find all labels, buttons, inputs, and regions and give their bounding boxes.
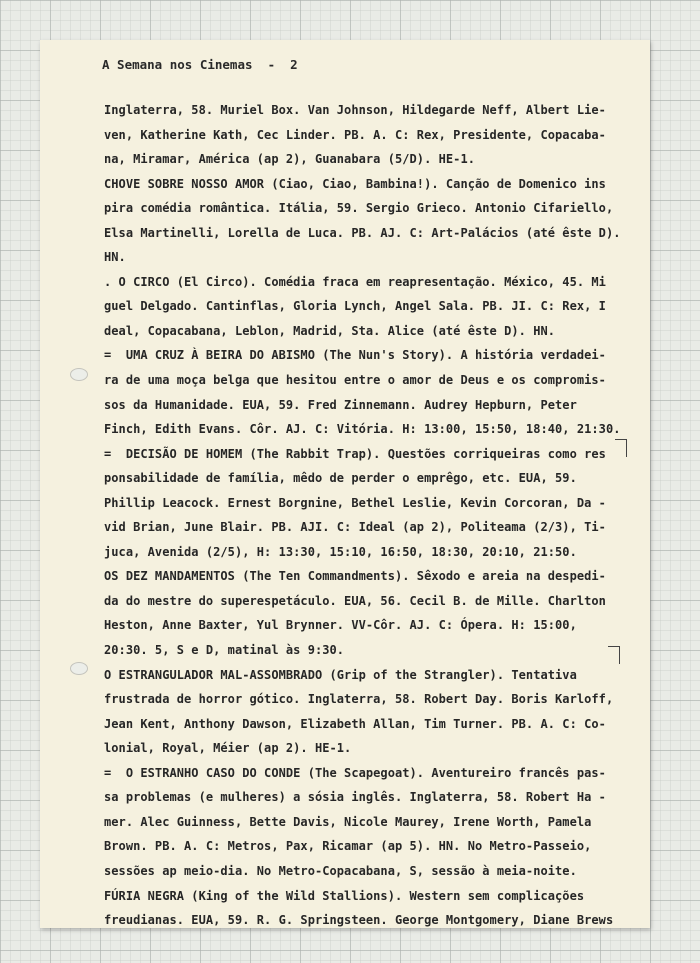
text-line: frustrada de horror gótico. Inglaterra, 58. Robert Day. Boris Karloff, <box>104 692 614 707</box>
text-line: sessões ap meio-dia. No Metro-Copacabana, S, sessão à meia-noite. <box>104 863 577 878</box>
text-line: pira comédia romântica. Itália, 59. Sergio Grieco. Antonio Cifariello, <box>104 201 614 216</box>
text-line: Phillip Leacock. Ernest Borgnine, Bethel Leslie, Kevin Corcoran, Da - <box>104 495 606 510</box>
text-line: Inglaterra, 58. Muriel Box. Van Johnson, Hildegarde Neff, Albert Lie- <box>104 103 606 117</box>
margin-bracket-mark <box>615 439 627 457</box>
text-line: sa problemas (e mulheres) a sósia inglês. Inglaterra, 58. Robert Ha - <box>104 790 606 805</box>
text-line: OS DEZ MANDAMENTOS (The Ten Commandments). Sêxodo e areia na despedi- <box>104 569 606 584</box>
text-line: Finch, Edith Evans. Côr. AJ. C: Vitória. H: 13:00, 15:50, 18:40, 21:30. <box>104 422 621 437</box>
text-line: Elsa Martinelli, Lorella de Luca. PB. AJ. C: Art-Palácios (até êste D). <box>104 225 621 240</box>
text-body <box>104 98 644 933</box>
text-line: Jean Kent, Anthony Dawson, Elizabeth Allan, Tim Turner. PB. A. C: Co- <box>104 716 606 731</box>
punch-hole <box>70 662 88 675</box>
text-line: = UMA CRUZ À BEIRA DO ABISMO (The Nun's Story). A história verdadei- <box>104 348 606 363</box>
text-line: deal, Copacabana, Leblon, Madrid, Sta. Alice (até êste D). HN. <box>104 323 556 338</box>
text-line: ven, Katherine Kath, Cec Linder. PB. A. C: Rex, Presidente, Copacaba- <box>104 127 606 142</box>
text-line: lonial, Royal, Méier (ap 2). HE-1. <box>104 741 352 756</box>
text-line: da do mestre do superespetáculo. EUA, 56. Cecil B. de Mille. Charlton <box>104 593 606 608</box>
text-line: = DECISÃO DE HOMEM (The Rabbit Trap). Questões corriqueiras como res <box>104 446 606 461</box>
text-line: Brown. PB. A. C: Metros, Pax, Ricamar (ap 5). HN. No Metro-Passeio, <box>104 839 592 854</box>
text-line: ra de uma moça belga que hesitou entre o amor de Deus e os compromis- <box>104 373 606 388</box>
text-line: O ESTRANGULADOR MAL-ASSOMBRADO (Grip of the Strangler). Tentativa <box>104 667 577 682</box>
text-line: juca, Avenida (2/5), H: 13:30, 15:10, 16:50, 18:30, 20:10, 21:50. <box>104 544 577 559</box>
text-line: = O ESTRANHO CASO DO CONDE (The Scapegoat). Aventureiro francês pas- <box>104 765 606 780</box>
text-line: ponsabilidade de família, mêdo de perder o emprêgo, etc. EUA, 59. <box>104 471 577 486</box>
text-line: FÚRIA NEGRA (King of the Wild Stallions). Western sem complicações <box>104 888 585 903</box>
margin-bracket-mark <box>608 646 620 664</box>
text-line: mer. Alec Guinness, Bette Davis, Nicole Maurey, Irene Worth, Pamela <box>104 814 592 829</box>
text-line: freudianas. EUA, 59. R. G. Springsteen. George Montgomery, Diane Brews <box>104 913 614 928</box>
text-line: HN. <box>104 250 126 265</box>
text-line: sos da Humanidade. EUA, 59. Fred Zinnemann. Audrey Hepburn, Peter <box>104 397 577 412</box>
punch-hole <box>70 368 88 381</box>
text-line: vid Brian, June Blair. PB. AJI. C: Ideal (ap 2), Politeama (2/3), Ti- <box>104 520 606 535</box>
text-line: guel Delgado. Cantinflas, Gloria Lynch, Angel Sala. PB. JI. C: Rex, I <box>104 299 606 314</box>
text-line: Heston, Anne Baxter, Yul Brynner. VV-Côr. AJ. C: Ópera. H: 15:00, <box>104 618 577 633</box>
text-line: 20:30. 5, S e D, matinal às 9:30. <box>104 643 345 658</box>
text-line: . O CIRCO (El Circo). Comédia fraca em reapresentação. México, 45. Mi <box>104 274 606 289</box>
text-line: na, Miramar, América (ap 2), Guanabara (5/D). HE-1. <box>104 152 476 167</box>
page-header: A Semana nos Cinemas - 2 <box>102 57 298 72</box>
text-line: CHOVE SOBRE NOSSO AMOR (Ciao, Ciao, Bambina!). Canção de Domenico ins <box>104 176 606 191</box>
